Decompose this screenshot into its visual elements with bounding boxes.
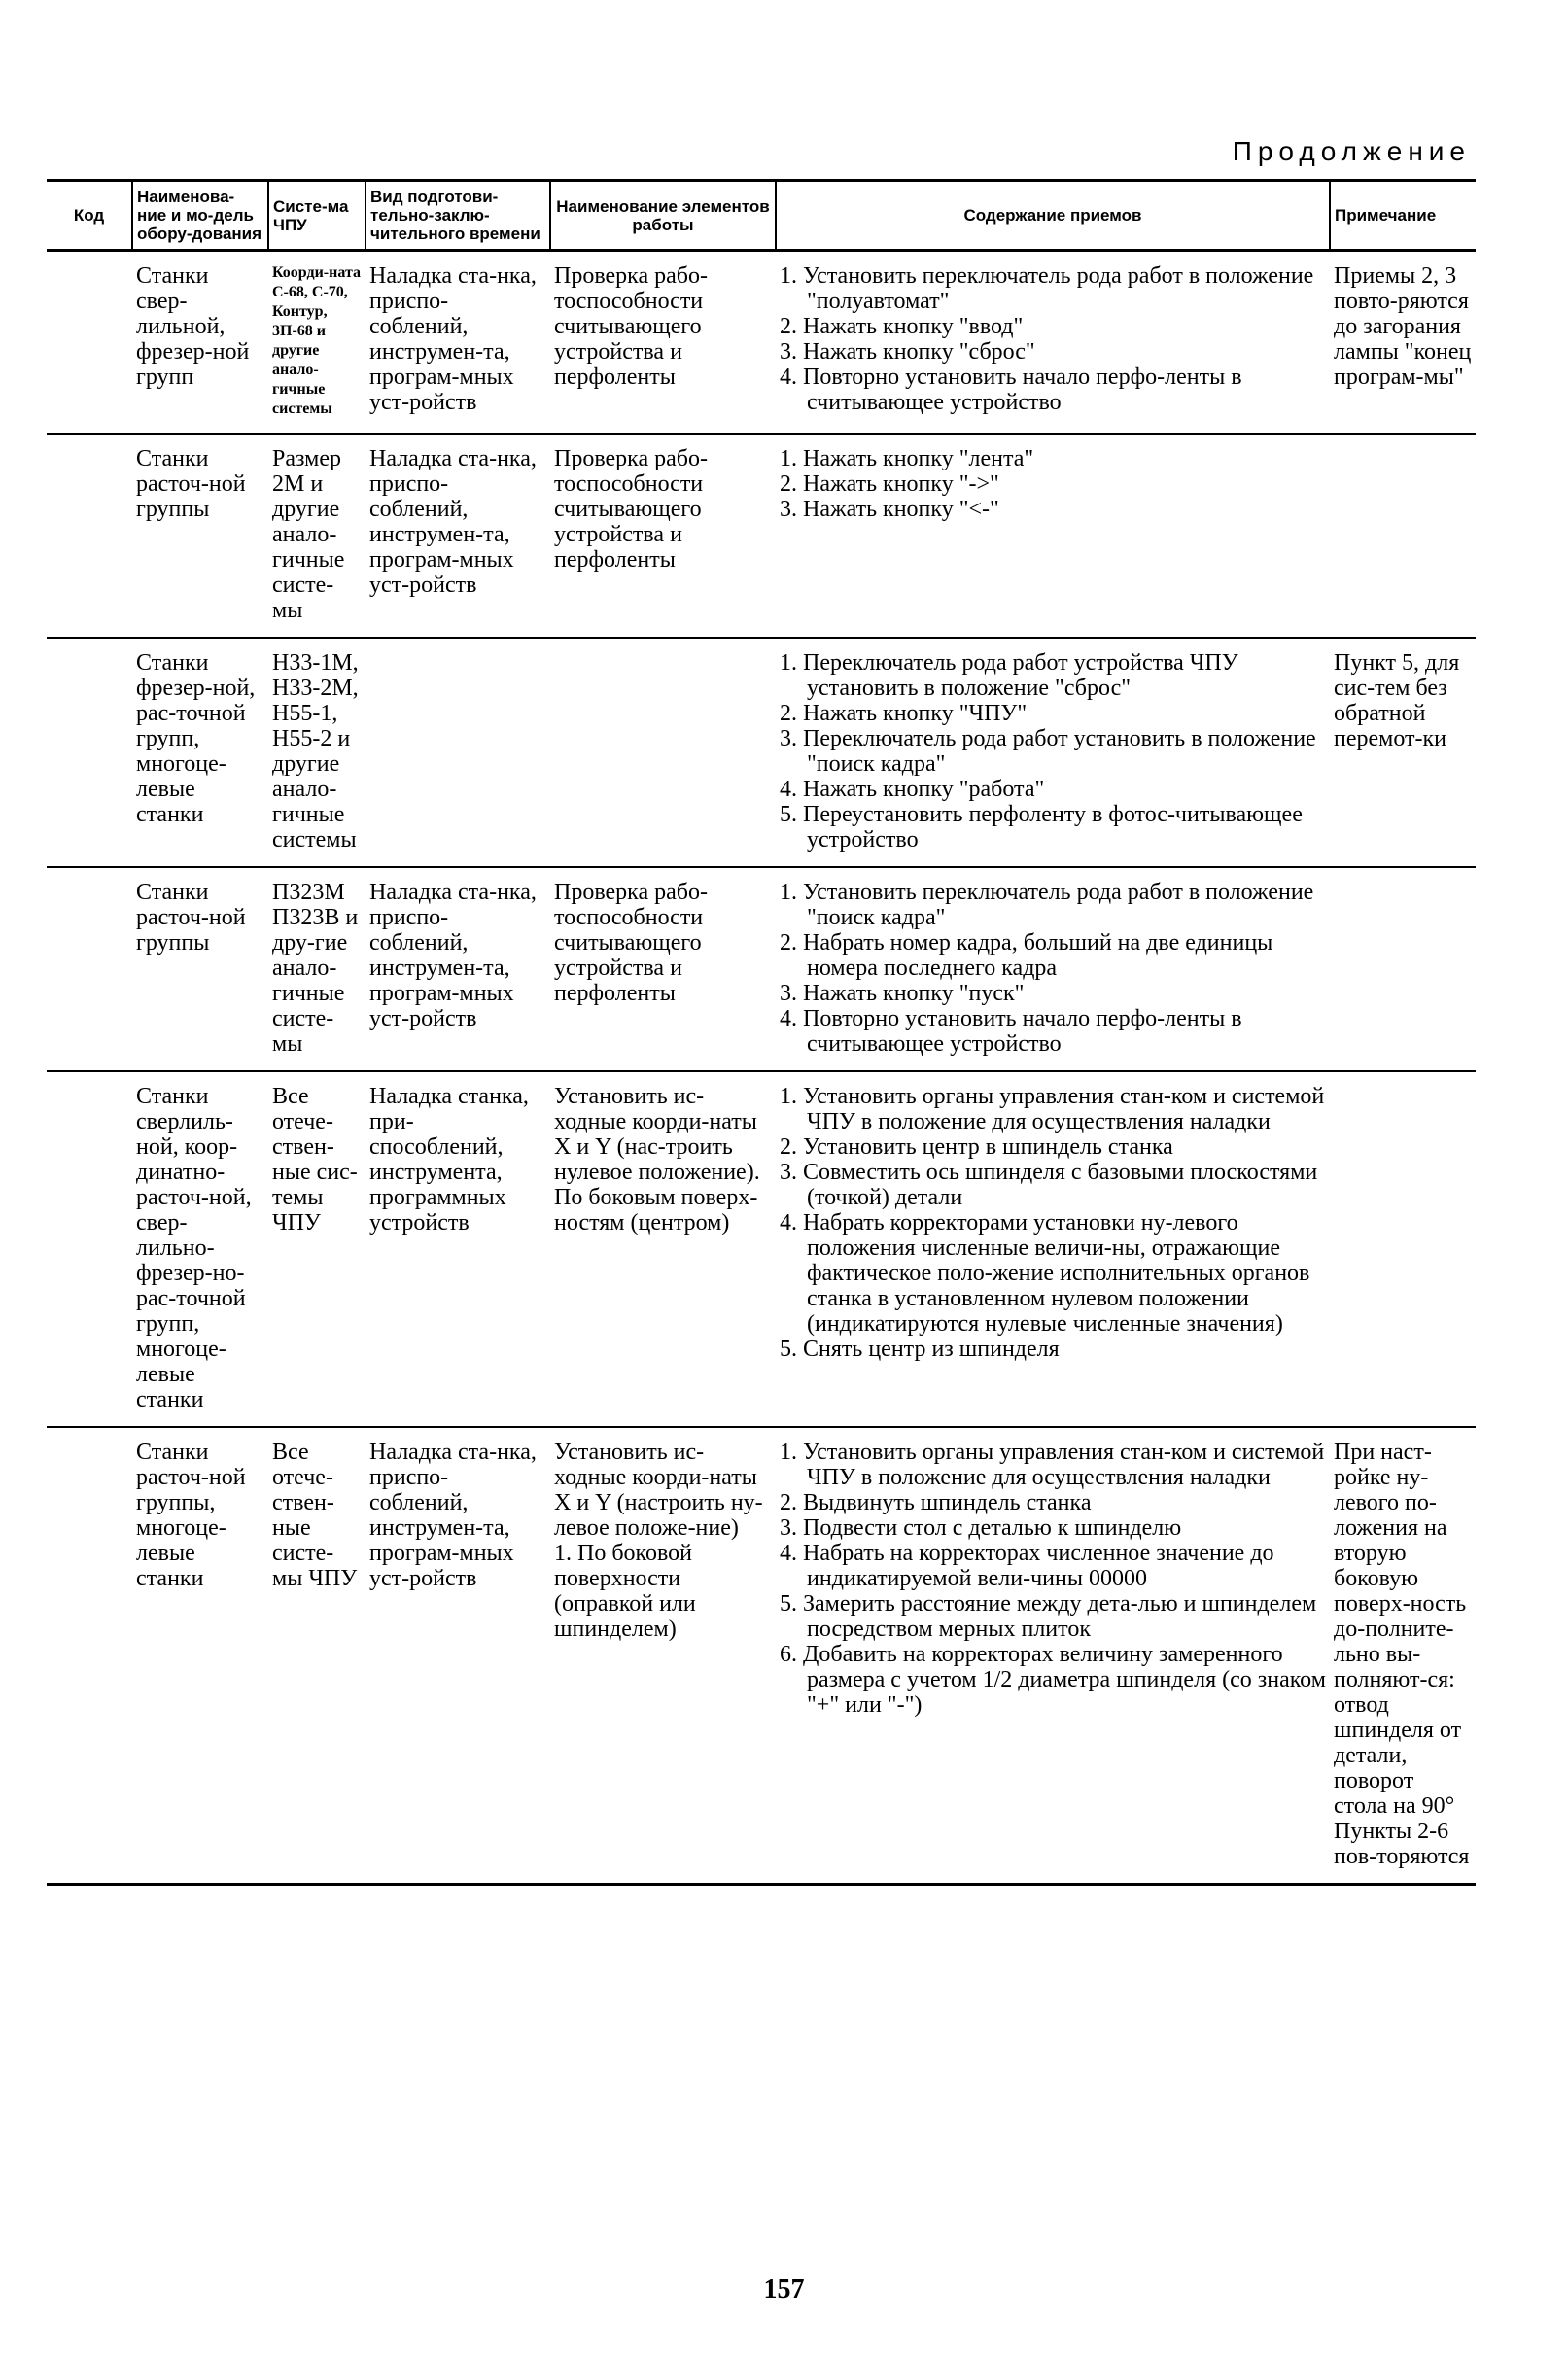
step-item: 1. Нажать кнопку "лента": [780, 446, 1034, 471]
step-item: 4. Повторно установить начало перфо-ленты в считывающее устройство: [780, 1006, 1242, 1057]
cell-prep-type: [366, 638, 550, 867]
header-elements: Наименование элементов работы: [550, 181, 776, 251]
step-item: 1. Установить органы управления стан-ком и системой ЧПУ в положение для осуществления наладки: [780, 1084, 1325, 1134]
cell-equipment: [132, 1427, 268, 1885]
cell-equipment: [132, 1071, 268, 1427]
cell-note: [1330, 1071, 1476, 1427]
cell-steps: [776, 638, 1330, 867]
cell-code: [47, 1071, 132, 1427]
header-system: Систе-ма ЧПУ: [268, 181, 366, 251]
step-item: 1. Переключатель рода работ устройства ЧПУ установить в положение "сброс": [780, 650, 1238, 701]
cell-steps: [776, 251, 1330, 435]
steps-list: [780, 1440, 1326, 1718]
cell-text: Установить ис-ходные коорди-наты X и Y (нас-троить нулевое положение). По боковым поверх-ностям (центром): [554, 1084, 766, 1235]
cell-code: [47, 251, 132, 435]
step-item: 4. Набрать на корректорах численное значение до индикатируемой вели-чины 00000: [780, 1541, 1274, 1591]
cell-elements: [550, 1071, 776, 1427]
header-prep-type: Вид подготови-тельно-заклю-чительного времени: [366, 181, 550, 251]
step-item: 2. Набрать номер кадра, больший на две единицы номера последнего кадра: [780, 930, 1273, 981]
steps-list: [780, 263, 1326, 415]
step-item: 4. Нажать кнопку "работа": [780, 777, 1045, 802]
table-row: [47, 1071, 1476, 1427]
cell-system: [268, 867, 366, 1071]
cell-elements: [550, 434, 776, 638]
cell-text: Станки расточ-ной группы: [136, 446, 252, 522]
cell-note: [1330, 1427, 1476, 1885]
step-item: 1. Установить переключатель рода работ в положение "полуавтомат": [780, 263, 1314, 314]
cell-equipment: [132, 251, 268, 435]
cell-text: Наладка ста-нка, приспо-соблений, инструмен-та, програм-мных уст-ройств: [369, 263, 542, 415]
table-row: [47, 251, 1476, 435]
table-row: [47, 434, 1476, 638]
step-item: 2. Установить центр в шпиндель станка: [780, 1134, 1173, 1160]
cell-text: Коорди-ната С-68, С-70, Контур, 3П-68 и другие анало-гичные системы: [272, 264, 365, 417]
cell-note: [1330, 434, 1476, 638]
step-item: 3. Совместить ось шпинделя с базовыми плоскостями (точкой) детали: [780, 1160, 1318, 1210]
step-item: 3. Переключатель рода работ установить в положение "поиск кадра": [780, 726, 1316, 777]
step-item: 2. Нажать кнопку "ввод": [780, 314, 1024, 339]
cell-text: П323М П323В и дру-гие анало-гичные систе-мы: [272, 880, 365, 1057]
cell-code: [47, 638, 132, 867]
cell-text: Станки сверлиль-ной, коор-динатно-расточ-ной, свер-лильно-фрезер-но-рас-точной групп, многоце-левые станки: [136, 1084, 258, 1412]
step-item: 2. Нажать кнопку "->": [780, 471, 999, 497]
cell-text: Станки расточ-ной группы, многоце-левые станки: [136, 1440, 252, 1591]
step-item: 5. Переустановить перфоленту в фотос-читывающее устройство: [780, 802, 1303, 852]
step-item: 3. Нажать кнопку "пуск": [780, 981, 1025, 1006]
cell-text: Проверка рабо-тоспособности считывающего устройства и перфоленты: [554, 263, 710, 390]
cell-text: Все отече-ствен-ные сис-темы ЧПУ: [272, 1084, 358, 1235]
cell-text: При наст-ройке ну-левого по-ложения на вторую боковую поверх-ность до-полните-льно вы-полняют-ся: отвод шпинделя от детали, поворот стола на 90° Пункты 2-6 пов-торяются: [1334, 1440, 1470, 1869]
cell-code: [47, 1427, 132, 1885]
cell-code: [47, 867, 132, 1071]
cell-elements: [550, 638, 776, 867]
cell-text: Наладка ста-нка, приспо-соблений, инструмен-та, програм-мных уст-ройств: [369, 880, 542, 1031]
table-header-row: [47, 181, 1476, 251]
continuation-label: Продолжение: [1232, 136, 1471, 166]
step-item: 2. Выдвинуть шпиндель станка: [780, 1490, 1092, 1515]
cell-elements: [550, 251, 776, 435]
step-item: 3. Нажать кнопку "сброс": [780, 339, 1035, 365]
steps-list: [780, 1084, 1326, 1362]
cell-prep-type: [366, 251, 550, 435]
cell-text: Станки фрезер-ной, рас-точной групп, многоце-левые станки: [136, 650, 261, 827]
cell-prep-type: [366, 1427, 550, 1885]
steps-list: [780, 650, 1326, 852]
step-item: 2. Нажать кнопку "ЧПУ": [780, 701, 1028, 726]
header-steps: Содержание приемов: [776, 181, 1330, 251]
cell-equipment: [132, 867, 268, 1071]
operations-table: [47, 179, 1476, 1886]
step-item: 5. Снять центр из шпинделя: [780, 1337, 1060, 1362]
cell-system: [268, 434, 366, 638]
cell-code: [47, 434, 132, 638]
cell-text: Н33-1М, Н33-2М, Н55-1, Н55-2 и другие анало-гичные системы: [272, 650, 365, 852]
step-item: 3. Подвести стол с деталью к шпинделю: [780, 1515, 1182, 1541]
cell-steps: [776, 1427, 1330, 1885]
cell-text: Приемы 2, 3 повто-ряются до загорания лампы "конец програм-мы": [1334, 263, 1478, 390]
cell-text: Размер 2М и другие анало-гичные систе-мы: [272, 446, 351, 623]
cell-prep-type: [366, 1071, 550, 1427]
cell-note: [1330, 867, 1476, 1071]
header-code: Код: [47, 181, 132, 251]
cell-elements: [550, 1427, 776, 1885]
cell-text: Наладка ста-нка, приспо-соблений, инструмен-та, програм-мных уст-ройств: [369, 1440, 542, 1591]
page-number: 157: [763, 2275, 805, 2305]
step-item: 4. Повторно установить начало перфо-ленты в считывающее устройство: [780, 365, 1242, 415]
cell-text: Проверка рабо-тоспособности считывающего устройства и перфоленты: [554, 880, 710, 1006]
header-equipment: Наименова-ние и мо-дель обору-дования: [132, 181, 268, 251]
cell-steps: [776, 1071, 1330, 1427]
step-item: 4. Набрать корректорами установки ну-левого положения численные величи-ны, отражающие фактическое поло-жение исполнительных органов станка в установленном нулевом положении (индикатируются нулевые численные значения): [780, 1210, 1310, 1337]
cell-note: [1330, 251, 1476, 435]
cell-system: [268, 251, 366, 435]
cell-prep-type: [366, 867, 550, 1071]
cell-text: Станки свер-лильной, фрезер-ной групп: [136, 263, 256, 390]
cell-text: Наладка ста-нка, приспо-соблений, инструмен-та, програм-мных уст-ройств: [369, 446, 542, 598]
step-item: 3. Нажать кнопку "<-": [780, 497, 999, 522]
cell-steps: [776, 434, 1330, 638]
cell-system: [268, 1427, 366, 1885]
table-row: [47, 867, 1476, 1071]
steps-list: [780, 880, 1326, 1057]
cell-system: [268, 1071, 366, 1427]
cell-prep-type: [366, 434, 550, 638]
step-item: 1. Установить переключатель рода работ в положение "поиск кадра": [780, 880, 1314, 930]
table-row: [47, 1427, 1476, 1885]
cell-system: [268, 638, 366, 867]
cell-equipment: [132, 434, 268, 638]
header-note: Примечание: [1330, 181, 1476, 251]
steps-list: [780, 446, 1326, 522]
cell-equipment: [132, 638, 268, 867]
cell-text: Проверка рабо-тоспособности считывающего устройства и перфоленты: [554, 446, 710, 573]
step-item: 6. Добавить на корректорах величину замеренного размера с учетом 1/2 диаметра шпинделя (со знаком "+" или "-"): [780, 1642, 1326, 1718]
cell-note: [1330, 638, 1476, 867]
cell-text: Станки расточ-ной группы: [136, 880, 252, 956]
cell-text: Наладка станка, при-способлений, инструмента, программных устройств: [369, 1084, 535, 1235]
cell-text: Все отече-ствен-ные систе-мы ЧПУ: [272, 1440, 358, 1591]
cell-elements: [550, 867, 776, 1071]
table-row: [47, 638, 1476, 867]
cell-steps: [776, 867, 1330, 1071]
step-item: 5. Замерить расстояние между дета-лью и шпинделем посредством мерных плиток: [780, 1591, 1317, 1642]
step-item: 1. Установить органы управления стан-ком и системой ЧПУ в положение для осуществления наладки: [780, 1440, 1325, 1490]
table-body: [47, 251, 1476, 1885]
cell-text: Пункт 5, для сис-тем без обратной перемот-ки: [1334, 650, 1466, 751]
cell-text: Установить ис-ходные коорди-наты X и Y (настроить ну-левое положе-ние) 1. По боковой поверхности (оправкой или шпинделем): [554, 1440, 763, 1642]
